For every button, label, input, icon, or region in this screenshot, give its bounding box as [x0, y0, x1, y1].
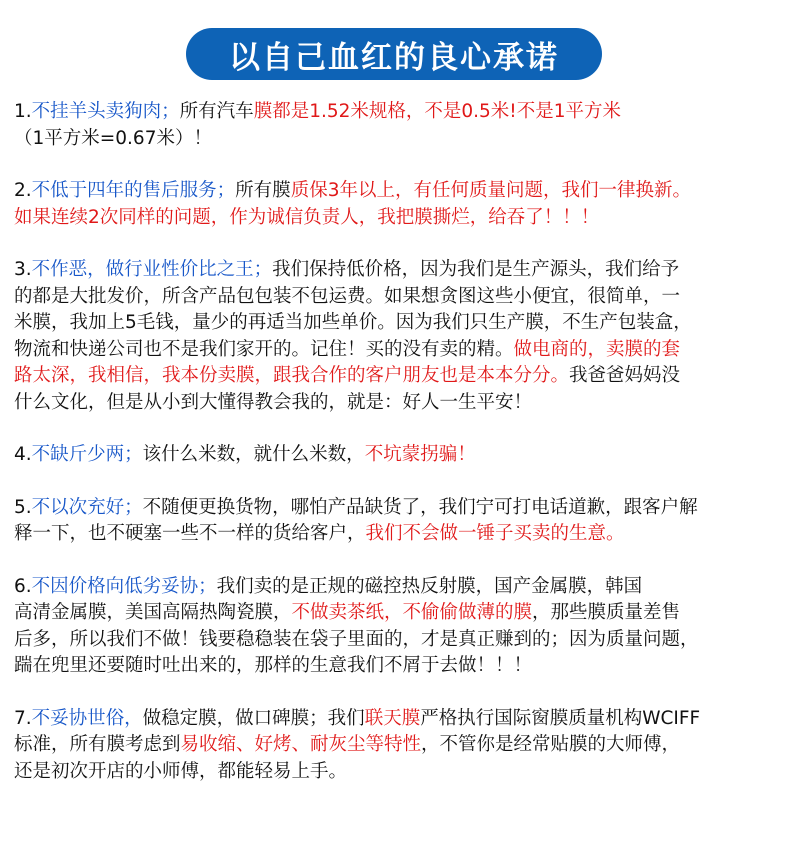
promise-line: [14, 442, 780, 469]
body-text: 的都是大批发价，所含产品包包装不包运费。如果想贪图这些小便宜，很简单，一: [14, 285, 681, 307]
body-text: 我爸爸妈妈没: [569, 365, 681, 386]
body-text: 物流和快递公司也不是我们家开的。记住！买的没有卖的精。: [14, 338, 514, 360]
body-text: 2.: [14, 180, 32, 201]
promise-line: [14, 257, 780, 284]
promise-line: [14, 732, 780, 759]
body-text: 1.: [14, 101, 32, 122]
promise-line: [14, 521, 780, 548]
promise-item: [14, 257, 780, 416]
emphasis-text: 不坑蒙拐骗！: [364, 444, 476, 465]
body-text: 该什么米数，就什么米数，: [142, 444, 365, 465]
page-banner: 以自己血红的良心承诺: [186, 28, 602, 80]
promise-line: [14, 759, 780, 786]
emphasis-text: 膜都是1.52米规格，不是0.5米!不是1平方米: [253, 101, 621, 122]
body-text: （1平方米=0.67米）！: [14, 127, 212, 149]
body-text: ，那些膜质量差售: [532, 602, 681, 623]
promise-heading: 不挂羊头卖狗肉；: [31, 101, 180, 122]
body-text: 释一下，也不硬塞一些不一样的货给客户，: [14, 523, 366, 544]
promise-item: [14, 706, 780, 786]
promise-item: [14, 495, 780, 548]
body-text: 标准，所有膜考虑到: [14, 734, 181, 755]
body-text: 3.: [14, 259, 32, 280]
body-text: 我们保持低价格，因为我们是生产源头，我们给予: [272, 259, 680, 280]
body-text: 不随便更换货物，哪怕产品缺货了，我们宁可打电话道歉，跟客户解: [142, 496, 698, 518]
body-text: 什么文化，但是从小到大懂得教会我的，就是：好人一生平安！: [14, 391, 533, 413]
body-text: 踹在兜里还要随时吐出来的，那样的生意我们不屑于去做！！！: [14, 655, 533, 676]
promise-heading: 不以次充好；: [31, 496, 143, 518]
emphasis-text: 不做卖茶纸，不偷偷做薄的膜: [291, 602, 533, 623]
promise-heading: 不低于四年的售后服务；: [31, 180, 236, 201]
promise-line: [14, 178, 780, 205]
promise-line: [14, 284, 780, 311]
emphasis-text: 联天膜: [364, 707, 421, 729]
body-text: 所有汽车: [179, 101, 254, 122]
emphasis-text: 路太深，我相信，我本份卖膜，跟我合作的客户朋友也是本本分分。: [14, 365, 570, 386]
promise-line: [14, 310, 780, 337]
body-text: 所有膜: [235, 180, 291, 201]
emphasis-text: 我们不会做一锤子买卖的生意。: [365, 523, 625, 544]
promise-line: [14, 706, 780, 733]
promise-line: [14, 574, 780, 601]
body-text: 5.: [14, 496, 32, 518]
promise-line: [14, 205, 780, 232]
promise-line: [14, 390, 780, 417]
body-text: 米膜，我加上5毛钱，量少的再适当加些单价。因为我们只生产膜，不生产包装盒，: [14, 312, 692, 333]
promise-heading: 不因价格向低劣妥协；: [31, 575, 217, 597]
body-text: 7.: [14, 707, 32, 729]
promise-heading: 不妥协世俗，: [31, 707, 143, 729]
promise-line: [14, 126, 780, 153]
emphasis-text: 如果连续2次同样的问题，作为诚信负责人，我把膜撕烂，给吞了！！！: [14, 206, 600, 228]
body-text: 后多，所以我们不做！钱要稳稳装在袋子里面的，才是真正赚到的；因为质量问题，: [14, 628, 699, 650]
promise-heading: 不缺斤少两；: [31, 444, 143, 465]
emphasis-text: 易收缩、好烤、耐灰尘等特性: [180, 734, 422, 755]
promise-heading: 不作恶，做行业性价比之王；: [31, 259, 273, 280]
body-text: 高清金属膜，美国高隔热陶瓷膜，: [14, 602, 292, 623]
body-text: 还是初次开店的小师傅，都能轻易上手。: [14, 760, 348, 782]
body-text: 4.: [14, 444, 32, 465]
body-text: 我们卖的是正规的磁控热反射膜，国产金属膜，韩国: [216, 575, 643, 597]
promise-line: [14, 363, 780, 390]
emphasis-text: 做电商的，卖膜的套: [513, 338, 681, 360]
promise-item: [14, 574, 780, 680]
promise-line: [14, 653, 780, 680]
emphasis-text: 质保3年以上，有任何质量问题，我们一律换新。: [290, 180, 691, 201]
promise-item: [14, 178, 780, 231]
promise-item: [14, 99, 780, 152]
promise-item: [14, 442, 780, 469]
promise-line: [14, 600, 780, 627]
promise-line: [14, 627, 780, 654]
promise-line: [14, 337, 780, 364]
body-text: ，不管你是经常贴膜的大师傅，: [421, 734, 681, 755]
body-text: 严格执行国际窗膜质量机构WCIFF: [420, 707, 701, 729]
body-text: 6.: [14, 575, 32, 597]
body-text: 做稳定膜，做口碑膜；我们: [142, 707, 365, 729]
promise-line: [14, 99, 780, 126]
promise-line: [14, 495, 780, 522]
promise-list: [14, 99, 780, 811]
